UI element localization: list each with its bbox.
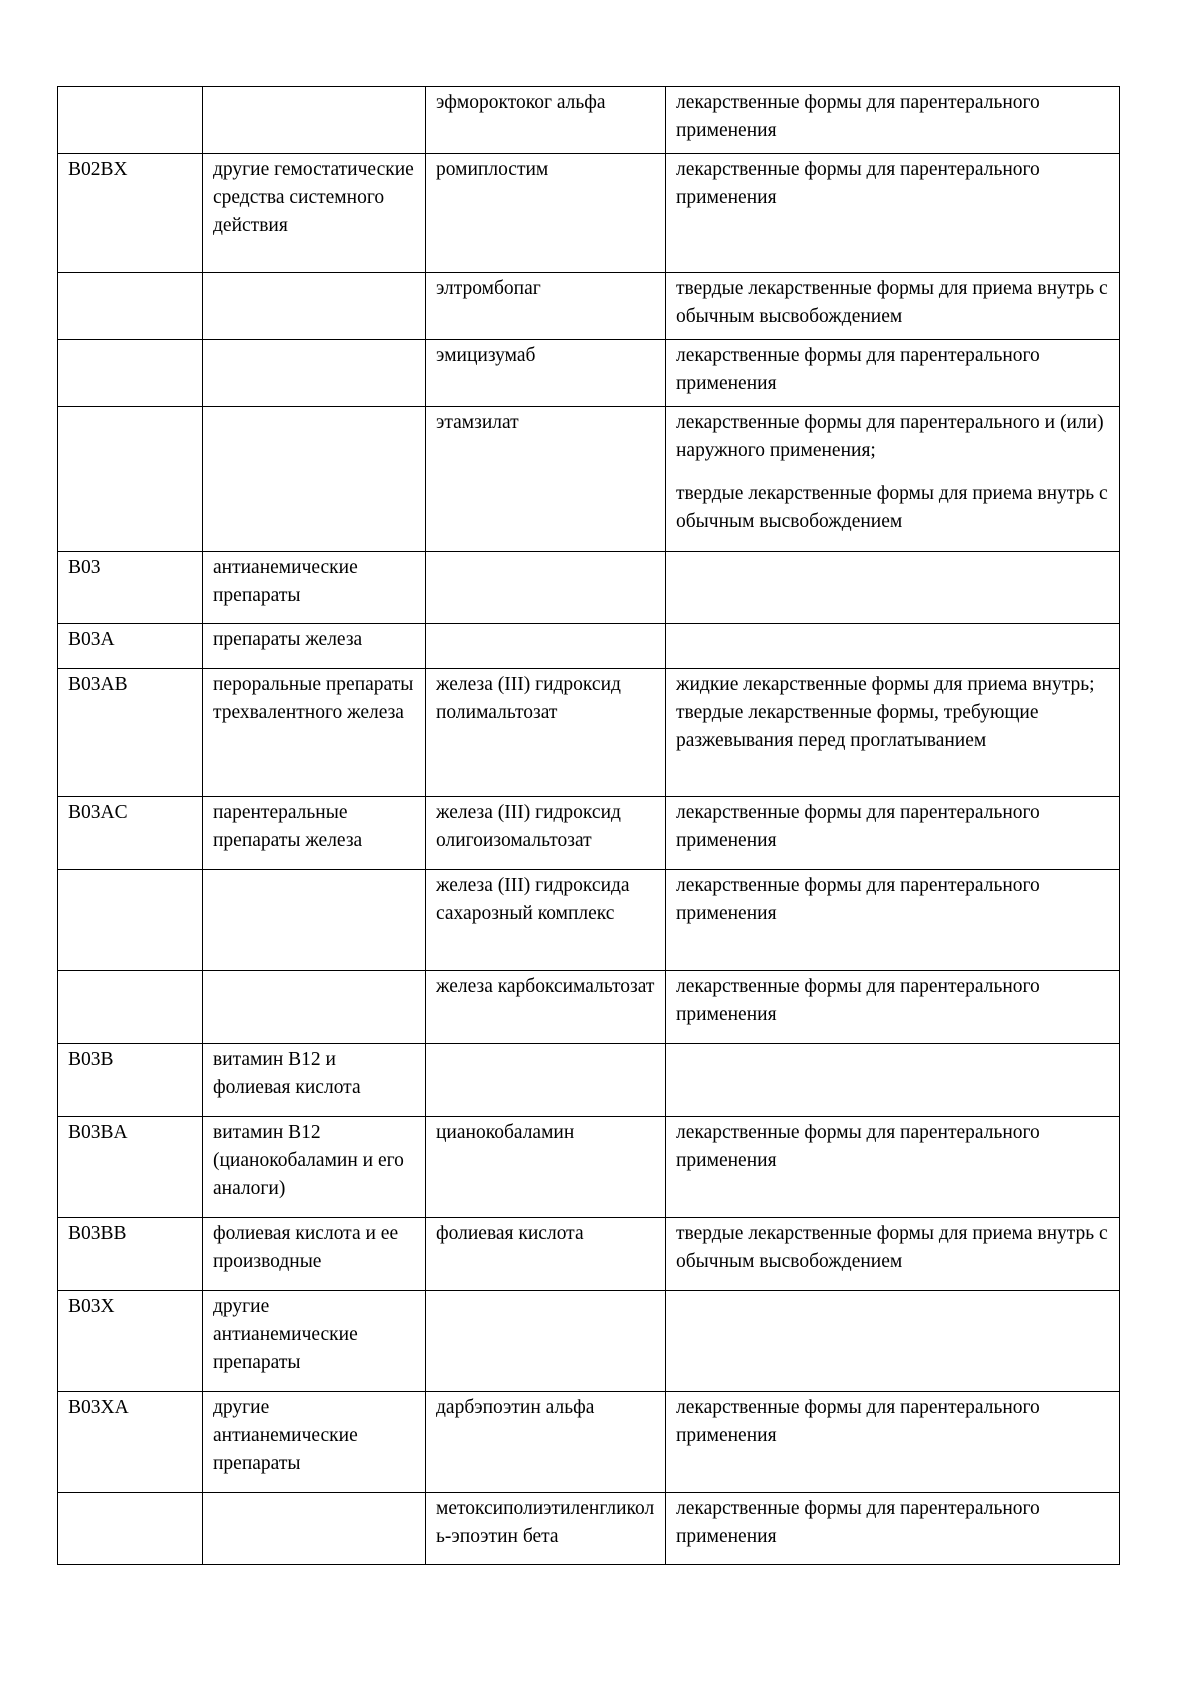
table-row <box>58 1493 1120 1565</box>
group-cell: другие антианемические препараты <box>203 1392 426 1493</box>
dosage-form-cell <box>666 154 1120 273</box>
group-cell <box>203 1493 426 1565</box>
table-row <box>58 340 1120 407</box>
dosage-form-cell <box>666 971 1120 1044</box>
group-cell: фолиевая кислота и ее производные <box>203 1218 426 1291</box>
drug-name-cell: дарбэпоэтин альфа <box>426 1392 666 1493</box>
dosage-form-cell <box>666 870 1120 971</box>
group-cell: антианемические препараты <box>203 552 426 624</box>
drug-name-cell: элтромбопаг <box>426 273 666 340</box>
table-row <box>58 273 1120 340</box>
atc-code-cell <box>58 407 203 552</box>
dosage-form-cell <box>666 1117 1120 1218</box>
dosage-form-text: твердые лекарственные формы для приема внутрь с обычным высвобождением <box>676 1223 1108 1272</box>
atc-code-cell: B03X <box>58 1291 203 1392</box>
drug-name-cell: эфмороктоког альфа <box>426 87 666 154</box>
atc-code-cell: B03AC <box>58 797 203 870</box>
group-cell: препараты железа <box>203 624 426 669</box>
drug-name-cell: цианокобаламин <box>426 1117 666 1218</box>
group-cell: парентеральные препараты железа <box>203 797 426 870</box>
drug-name-cell: железа (III) гидроксида сахарозный комплекс <box>426 870 666 971</box>
drug-name-cell: метоксиполиэтиленгликоль-эпоэтин бета <box>426 1493 666 1565</box>
atc-code-cell <box>58 971 203 1044</box>
atc-code-cell <box>58 1493 203 1565</box>
dosage-form-text: лекарственные формы для парентерального применения <box>676 976 1040 1025</box>
dosage-form-cell <box>666 1493 1120 1565</box>
atc-code-cell <box>58 87 203 154</box>
group-cell: витамин B12 (цианокобаламин и его аналоги) <box>203 1117 426 1218</box>
atc-code-cell: B03 <box>58 552 203 624</box>
atc-code-cell <box>58 870 203 971</box>
dosage-form-cell <box>666 1218 1120 1291</box>
drug-name-cell: фолиевая кислота <box>426 1218 666 1291</box>
dosage-form-text: лекарственные формы для парентерального применения <box>676 1498 1040 1547</box>
atc-code-cell <box>58 273 203 340</box>
table-row <box>58 624 1120 669</box>
table-row <box>58 154 1120 273</box>
dosage-form-cell <box>666 797 1120 870</box>
dosage-form-cell <box>666 669 1120 797</box>
table-body <box>58 87 1120 1565</box>
table-row <box>58 797 1120 870</box>
table-row <box>58 1392 1120 1493</box>
table-row <box>58 870 1120 971</box>
drug-name-cell: ромиплостим <box>426 154 666 273</box>
dosage-form-cell <box>666 1291 1120 1392</box>
table-row <box>58 1117 1120 1218</box>
group-cell <box>203 340 426 407</box>
dosage-form-text: твердые лекарственные формы для приема внутрь с обычным высвобождением <box>676 483 1108 532</box>
drug-name-cell: железа (III) гидроксид олигоизомальтозат <box>426 797 666 870</box>
drug-name-cell: железа (III) гидроксид полимальтозат <box>426 669 666 797</box>
dosage-form-text: твердые лекарственные формы для приема внутрь с обычным высвобождением <box>676 278 1108 327</box>
dosage-form-text: лекарственные формы для парентерального и (или) наружного применения; <box>676 412 1104 461</box>
atc-code-cell: B03BB <box>58 1218 203 1291</box>
group-cell: пероральные препараты трехвалентного железа <box>203 669 426 797</box>
group-cell: другие антианемические препараты <box>203 1291 426 1392</box>
drug-table <box>57 86 1120 1565</box>
atc-code-cell: B03BA <box>58 1117 203 1218</box>
drug-name-cell: этамзилат <box>426 407 666 552</box>
group-cell <box>203 407 426 552</box>
table-row <box>58 971 1120 1044</box>
dosage-form-cell <box>666 1044 1120 1117</box>
group-cell: другие гемостатические средства системного действия <box>203 154 426 273</box>
atc-code-cell: B03B <box>58 1044 203 1117</box>
atc-code-cell: B02BX <box>58 154 203 273</box>
drug-name-cell: эмицизумаб <box>426 340 666 407</box>
dosage-form-text: лекарственные формы для парентерального применения <box>676 802 1040 851</box>
table-row <box>58 87 1120 154</box>
atc-code-cell: B03XA <box>58 1392 203 1493</box>
atc-code-cell: B03AB <box>58 669 203 797</box>
dosage-form-cell <box>666 407 1120 552</box>
dosage-form-text: лекарственные формы для парентерального применения <box>676 1122 1040 1171</box>
dosage-form-cell <box>666 87 1120 154</box>
group-cell <box>203 273 426 340</box>
table-row <box>58 1218 1120 1291</box>
dosage-form-cell <box>666 552 1120 624</box>
table-row <box>58 1291 1120 1392</box>
dosage-form-text: лекарственные формы для парентерального применения <box>676 875 1040 924</box>
group-cell: витамин B12 и фолиевая кислота <box>203 1044 426 1117</box>
group-cell <box>203 870 426 971</box>
drug-name-cell <box>426 1291 666 1392</box>
dosage-form-cell <box>666 624 1120 669</box>
dosage-form-text: лекарственные формы для парентерального применения <box>676 1397 1040 1446</box>
drug-name-cell <box>426 552 666 624</box>
table-row <box>58 669 1120 797</box>
dosage-form-cell <box>666 273 1120 340</box>
dosage-form-text: лекарственные формы для парентерального применения <box>676 159 1040 208</box>
dosage-form-text: лекарственные формы для парентерального применения <box>676 92 1040 141</box>
table-row <box>58 407 1120 552</box>
drug-name-cell <box>426 1044 666 1117</box>
atc-code-cell <box>58 340 203 407</box>
group-cell <box>203 87 426 154</box>
group-cell <box>203 971 426 1044</box>
dosage-form-cell <box>666 340 1120 407</box>
drug-name-cell: железа карбоксимальтозат <box>426 971 666 1044</box>
dosage-form-text: лекарственные формы для парентерального применения <box>676 345 1040 394</box>
table-row <box>58 552 1120 624</box>
dosage-form-text: жидкие лекарственные формы для приема внутрь; твердые лекарственные формы, требующие разжевывания перед проглатыванием <box>676 674 1095 751</box>
atc-code-cell: B03A <box>58 624 203 669</box>
drug-name-cell <box>426 624 666 669</box>
dosage-form-cell <box>666 1392 1120 1493</box>
table-row <box>58 1044 1120 1117</box>
